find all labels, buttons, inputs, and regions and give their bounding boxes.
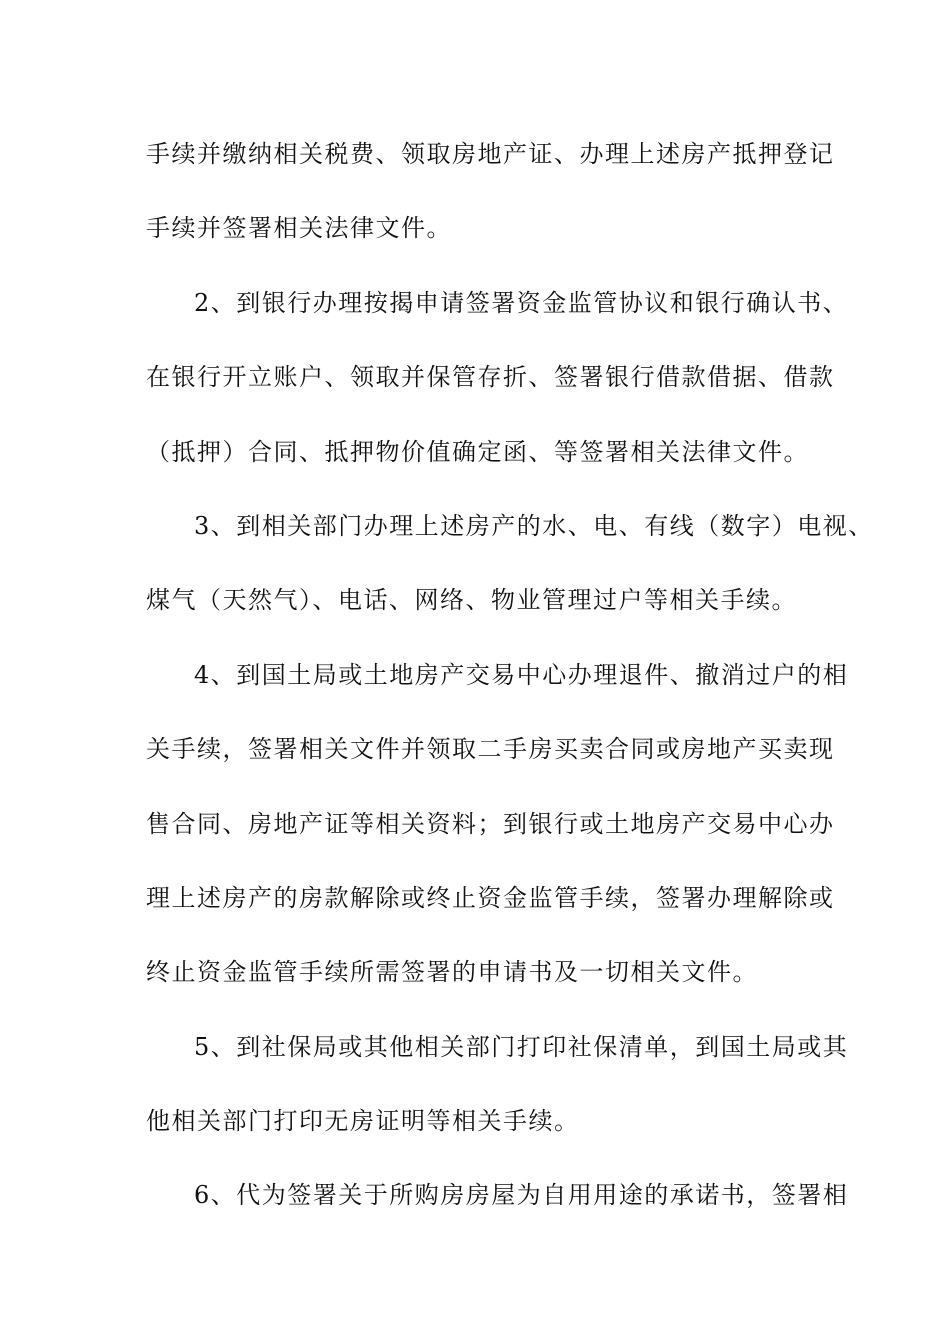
- text-line: 理上述房产的房款解除或终止资金监管手续，签署办理解除或: [146, 883, 835, 912]
- text-line-item-4: 4、到国土局或土地房产交易中心办理退件、撤消过户的相: [194, 660, 849, 689]
- text-line: 在银行开立账户、领取并保管存折、签署银行借款借据、借款: [146, 363, 835, 392]
- text-line: （抵押）合同、抵押物价值确定函、等签署相关法律文件。: [146, 437, 809, 466]
- text-line: 煤气（天然气）、电话、网络、物业管理过户等相关手续。: [146, 586, 797, 615]
- text-line: 终止资金监管手续所需签署的申请书及一切相关文件。: [146, 958, 758, 987]
- text-line-item-3: 3、到相关部门办理上述房产的水、电、有线（数字）电视、: [194, 511, 874, 540]
- text-line: 他相关部门打印无房证明等相关手续。: [146, 1107, 580, 1136]
- document-body: [146, 134, 874, 1250]
- text-line-item-2: 2、到银行办理按揭申请签署资金监管协议和银行确认书、: [194, 288, 849, 317]
- text-line-item-6: 6、代为签署关于所购房房屋为自用用途的承诺书，签署相: [194, 1181, 849, 1210]
- text-line: 手续并签署相关法律文件。: [146, 214, 452, 243]
- text-line: 售合同、房地产证等相关资料；到银行或土地房产交易中心办: [146, 809, 835, 838]
- text-line: 手续并缴纳相关税费、领取房地产证、办理上述房产抵押登记: [146, 140, 835, 168]
- text-line-item-5: 5、到社保局或其他相关部门打印社保清单，到国土局或其: [194, 1032, 849, 1061]
- text-line: 关手续，签署相关文件并领取二手房买卖合同或房地产买卖现: [146, 735, 835, 764]
